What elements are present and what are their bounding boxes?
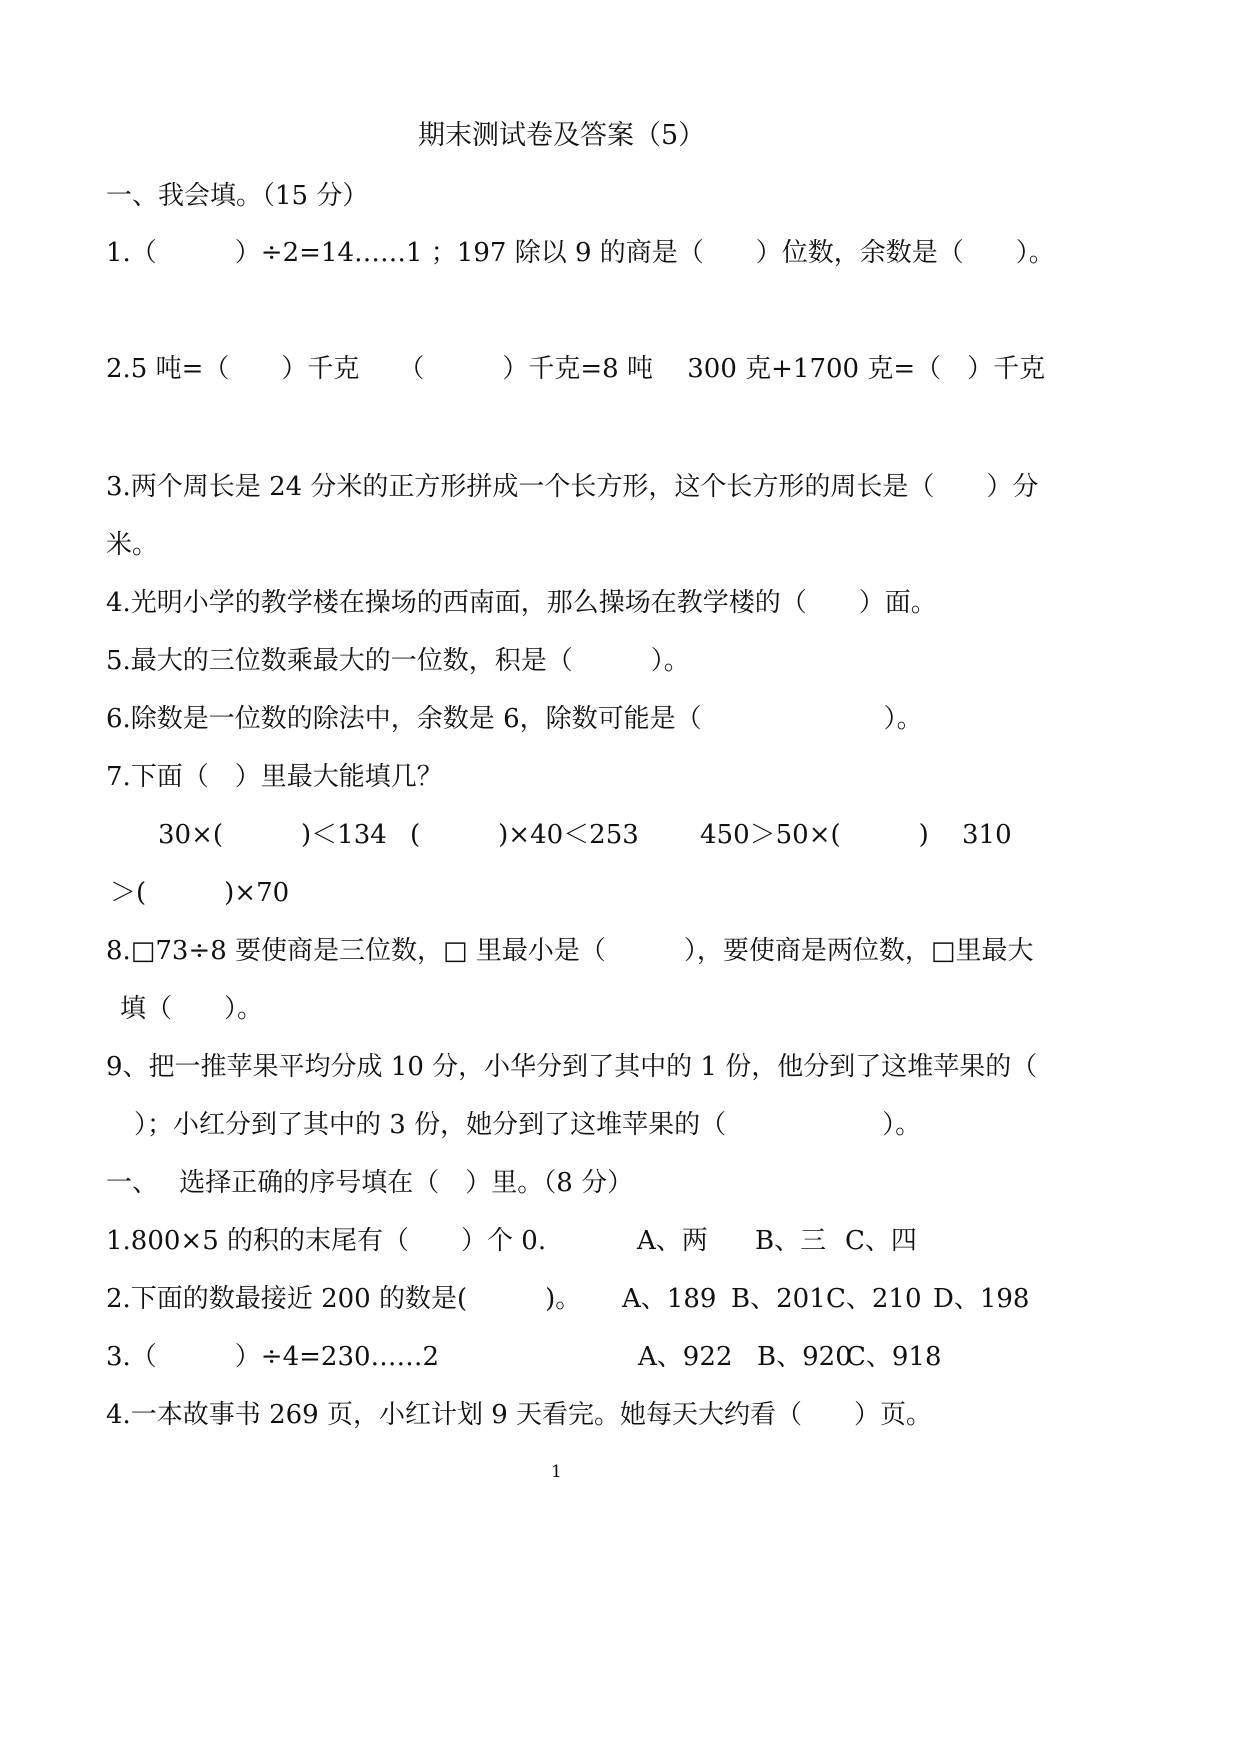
section1-heading: 一、我会填。（15 分） bbox=[106, 181, 369, 211]
question-7-item-b: ( )×40＜253 bbox=[410, 820, 639, 850]
question-8-line1: 8.□73÷8 要使商是三位数，□ 里最小是（ ），要使商是两位数，□里最大 bbox=[106, 936, 1034, 966]
choice-question-1-option-c: C、四 bbox=[845, 1226, 917, 1256]
question-9-line1: 9、把一推苹果平均分成 10 分，小华分到了其中的 1 份，他分到了这堆苹果的（ bbox=[106, 1052, 1038, 1082]
choice-question-2-option-a: A、189 bbox=[622, 1284, 717, 1314]
choice-question-2-option-d: D、198 bbox=[933, 1284, 1030, 1314]
choice-question-1-option-b: B、三 bbox=[755, 1226, 827, 1256]
question-7-line3: ＞( )×70 bbox=[110, 878, 290, 908]
choice-question-3-option-b: B、920 bbox=[757, 1342, 852, 1372]
choice-question-1-stem: 1.800×5 的积的末尾有（ ）个 0. bbox=[106, 1226, 547, 1256]
question-5: 5.最大的三位数乘最大的一位数，积是（ ）。 bbox=[106, 646, 690, 676]
page-title: 期末测试卷及答案（5） bbox=[418, 120, 706, 151]
question-4: 4.光明小学的教学楼在操场的西南面，那么操场在教学楼的（ ）面。 bbox=[106, 588, 937, 618]
section2-heading: 一、 选择正确的序号填在（ ）里。（8 分） bbox=[106, 1168, 634, 1198]
question-7-item-a: 30×( )＜134 bbox=[158, 820, 387, 850]
question-8-line2: 填（ ）。 bbox=[120, 994, 264, 1024]
question-6: 6.除数是一位数的除法中，余数是 6，除数可能是（ ）。 bbox=[106, 704, 923, 734]
question-3-line2: 米。 bbox=[106, 530, 159, 560]
question-7-item-c: 450＞50×( ) bbox=[700, 820, 929, 850]
question-3-line1: 3.两个周长是 24 分米的正方形拼成一个长方形，这个长方形的周长是（ ）分 bbox=[106, 472, 1039, 502]
page-number: 1 bbox=[551, 1462, 562, 1482]
choice-question-3-stem: 3.（ ）÷4=230……2 bbox=[106, 1342, 440, 1372]
question-2: 2.5 吨=（ ）千克 （ ）千克=8 吨 300 克+1700 克=（ ）千克 bbox=[106, 354, 1046, 384]
choice-question-4-stem: 4.一本故事书 269 页，小红计划 9 天看完。她每天大约看（ ）页。 bbox=[106, 1400, 933, 1430]
choice-question-2-option-b: B、201 bbox=[731, 1284, 826, 1314]
choice-question-2-option-c: C、210 bbox=[826, 1284, 922, 1314]
choice-question-2-stem: 2.下面的数最接近 200 的数是( )。 bbox=[106, 1284, 582, 1314]
question-1: 1.（ ）÷2=14……1 ；197 除以 9 的商是（ ）位数，余数是（ ）。 bbox=[106, 238, 1055, 268]
choice-question-3-option-a: A、922 bbox=[638, 1342, 733, 1372]
choice-question-3-option-c: C、918 bbox=[846, 1342, 942, 1372]
choice-question-1-option-a: A、两 bbox=[637, 1226, 708, 1256]
question-7-item-d: 310 bbox=[962, 820, 1012, 850]
question-7: 7.下面（ ）里最大能填几？ bbox=[106, 762, 443, 792]
question-9-line2: ）；小红分到了其中的 3 份，她分到了这堆苹果的（ ）。 bbox=[134, 1110, 922, 1140]
